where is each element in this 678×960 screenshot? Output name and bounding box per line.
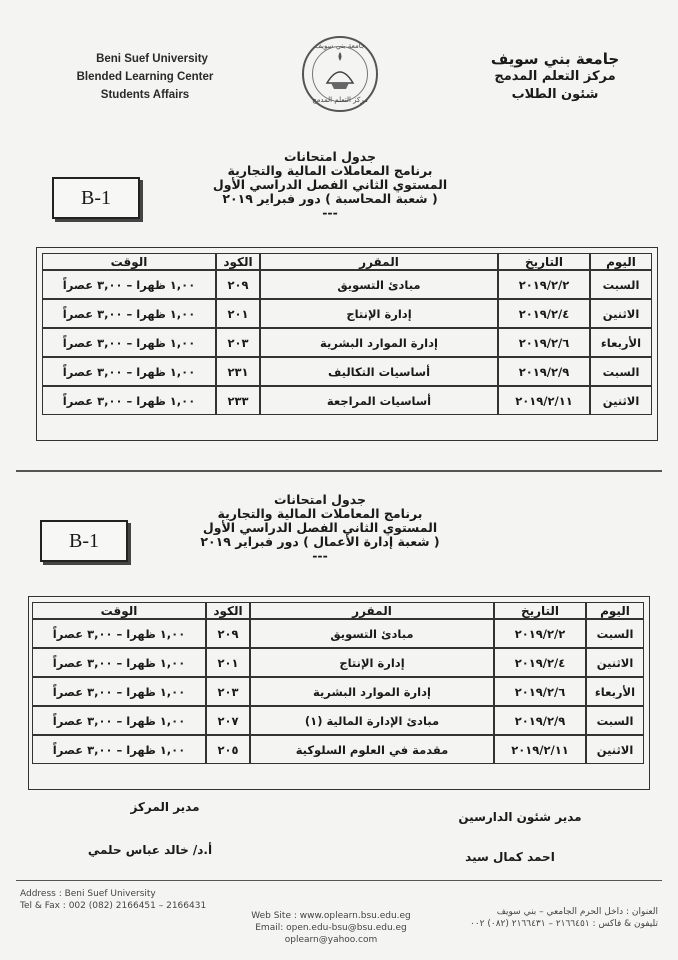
course-cell: مبادئ الإدارة المالية (١) [250, 706, 494, 735]
code-cell: ٢٣١ [216, 357, 260, 386]
day-cell: السبت [590, 270, 652, 299]
course-cell: مبادئ التسويق [250, 619, 494, 648]
schedule-code-box: B-1 [52, 177, 140, 219]
center-director-name: أ.د/ خالد عباس حلمي [87, 843, 213, 857]
table-row [32, 619, 644, 648]
footer-address-ar: العنوان : داخل الحرم الجامعي – بني سويف [496, 907, 658, 917]
lamp-icon [313, 47, 367, 101]
footer-phone: Tel & Fax : 002 (082) 2166451 – 2166431 [20, 901, 207, 911]
day-cell: الاثنين [586, 735, 644, 764]
title-line: ( شعبة المحاسبة ) دور فبراير ٢٠١٩ [222, 191, 438, 206]
table-row [42, 328, 652, 357]
column-header-code: الكود [206, 602, 250, 619]
date-cell: ٢٠١٩/٢/٦ [498, 328, 590, 357]
time-cell: ١,٠٠ ظهرا – ٣,٠٠ عصراً [42, 328, 216, 357]
date-cell: ٢٠١٩/٢/٤ [494, 648, 586, 677]
footer-email-2: oplearn@yahoo.com [284, 935, 378, 945]
logo-bottom-text: مركز التعلم المدمج [312, 96, 368, 104]
title-line: برنامج المعاملات المالية والتجارية [217, 506, 423, 521]
footer-website: Web Site : www.oplearn.bsu.edu.eg [251, 911, 411, 921]
table-row [42, 270, 652, 299]
course-cell: مقدمة في العلوم السلوكية [250, 735, 494, 764]
schedule-table [42, 253, 652, 415]
code-cell: ٢٠٣ [216, 328, 260, 357]
code-cell: ٢٣٣ [216, 386, 260, 415]
footer-arabic [430, 906, 658, 930]
time-cell: ١,٠٠ ظهرا – ٣,٠٠ عصراً [42, 386, 216, 415]
time-cell: ١,٠٠ ظهرا – ٣,٠٠ عصراً [32, 706, 206, 735]
time-cell: ١,٠٠ ظهرا – ٣,٠٠ عصراً [32, 735, 206, 764]
course-cell: إدارة الموارد البشرية [260, 328, 498, 357]
column-header-time: الوقت [42, 253, 216, 270]
day-cell: الاثنين [586, 648, 644, 677]
table-row [32, 735, 644, 764]
course-cell: إدارة الإنتاج [260, 299, 498, 328]
section-divider [16, 470, 662, 472]
table-row [32, 706, 644, 735]
column-header-course: المقرر [250, 602, 494, 619]
title-line: جدول امتحانات [284, 149, 376, 164]
date-cell: ٢٠١٩/٢/٤ [498, 299, 590, 328]
date-cell: ٢٠١٩/٢/٢ [498, 270, 590, 299]
day-cell: السبت [586, 706, 644, 735]
date-cell: ٢٠١٩/٢/٢ [494, 619, 586, 648]
title-line: جدول امتحانات [274, 492, 366, 507]
date-cell: ٢٠١٩/٢/٩ [494, 706, 586, 735]
course-cell: إدارة الموارد البشرية [250, 677, 494, 706]
day-cell: الأربعاء [590, 328, 652, 357]
schedule-title [190, 150, 470, 220]
schedule-table [32, 602, 644, 764]
schedule-title [180, 493, 460, 563]
column-header-code: الكود [216, 253, 260, 270]
title-dashes: --- [322, 205, 338, 220]
course-cell: أساسيات التكاليف [260, 357, 498, 386]
footer-phone-ar: تليفون & فاكس : ٢١٦٦٤٥١ – ٢١٦٦٤٣١ (٠٨٢) ٠٠٢ [469, 919, 658, 929]
time-cell: ١,٠٠ ظهرا – ٣,٠٠ عصراً [32, 648, 206, 677]
day-cell: الاثنين [590, 386, 652, 415]
english-header-line: Blended Learning Center [76, 71, 214, 83]
title-line: المستوي الثاني الفصل الدراسي الأول [202, 520, 438, 535]
date-cell: ٢٠١٩/٢/٩ [498, 357, 590, 386]
footer-web [236, 910, 426, 946]
code-cell: ٢٠١ [216, 299, 260, 328]
english-header-line: Beni Suef University [96, 53, 208, 65]
code-cell: ٢٠٥ [206, 735, 250, 764]
column-header-date: التاريخ [494, 602, 586, 619]
table-header-row [42, 253, 652, 270]
title-dashes: --- [312, 548, 328, 563]
code-cell: ٢٠٣ [206, 677, 250, 706]
table-header-row [32, 602, 644, 619]
footer-email: Email: open.edu-bsu@bsu.edu.eg [255, 923, 407, 933]
time-cell: ١,٠٠ ظهرا – ٣,٠٠ عصراً [42, 270, 216, 299]
time-cell: ١,٠٠ ظهرا – ٣,٠٠ عصراً [32, 619, 206, 648]
course-cell: إدارة الإنتاج [250, 648, 494, 677]
column-header-course: المقرر [260, 253, 498, 270]
footer-english [20, 888, 230, 912]
time-cell: ١,٠٠ ظهرا – ٣,٠٠ عصراً [42, 357, 216, 386]
code-cell: ٢٠٩ [216, 270, 260, 299]
date-cell: ٢٠١٩/٢/١١ [498, 386, 590, 415]
table-row [42, 357, 652, 386]
table-row [32, 677, 644, 706]
table-row [42, 386, 652, 415]
code-cell: ٢٠٩ [206, 619, 250, 648]
day-cell: السبت [590, 357, 652, 386]
arabic-header [470, 50, 640, 104]
student-affairs-director-name: احمد كمال سيد [465, 850, 555, 864]
student-affairs-director-title: مدير شئون الدارسين [458, 810, 582, 824]
course-cell: أساسيات المراجعة [260, 386, 498, 415]
arabic-header-line: مركز التعلم المدمج [494, 69, 616, 84]
column-header-day: اليوم [590, 253, 652, 270]
title-line: ( شعبة إدارة الأعمال ) دور فبراير ٢٠١٩ [200, 534, 440, 549]
center-director-title: مدير المركز [130, 800, 200, 814]
title-line: برنامج المعاملات المالية والتجارية [227, 163, 433, 178]
column-header-day: اليوم [586, 602, 644, 619]
course-cell: مبادئ التسويق [260, 270, 498, 299]
english-header-line: Students Affairs [100, 89, 190, 101]
day-cell: الاثنين [590, 299, 652, 328]
table-row [42, 299, 652, 328]
logo-emblem [312, 46, 368, 102]
logo-top-text: جامعة بني سويف [314, 42, 366, 50]
code-cell: ٢٠١ [206, 648, 250, 677]
column-header-time: الوقت [32, 602, 206, 619]
column-header-date: التاريخ [498, 253, 590, 270]
table-row [32, 648, 644, 677]
arabic-header-line: جامعة بني سويف [490, 50, 620, 68]
arabic-header-line: شئون الطلاب [511, 87, 599, 102]
footer-address: Address : Beni Suef University [20, 889, 156, 899]
university-logo [302, 36, 378, 112]
day-cell: الأربعاء [586, 677, 644, 706]
footer-divider [16, 880, 662, 881]
date-cell: ٢٠١٩/٢/١١ [494, 735, 586, 764]
english-header [60, 50, 230, 104]
code-cell: ٢٠٧ [206, 706, 250, 735]
day-cell: السبت [586, 619, 644, 648]
schedule-code-box: B-1 [40, 520, 128, 562]
time-cell: ١,٠٠ ظهرا – ٣,٠٠ عصراً [32, 677, 206, 706]
time-cell: ١,٠٠ ظهرا – ٣,٠٠ عصراً [42, 299, 216, 328]
title-line: المستوي الثاني الفصل الدراسي الأول [212, 177, 448, 192]
date-cell: ٢٠١٩/٢/٦ [494, 677, 586, 706]
